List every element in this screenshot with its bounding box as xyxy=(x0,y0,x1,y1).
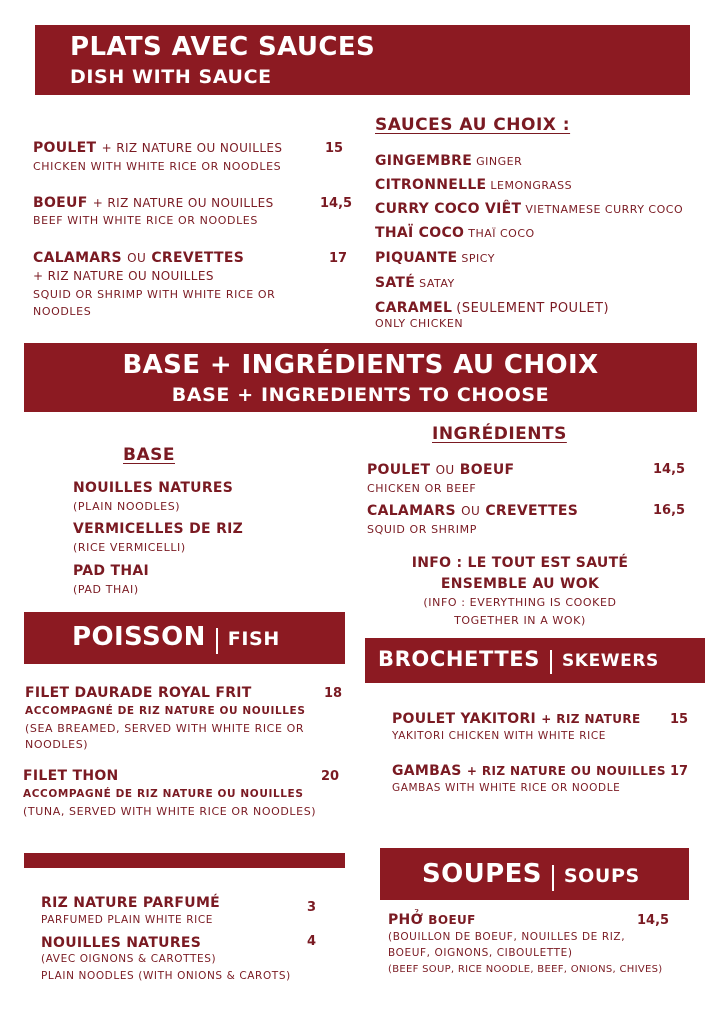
sauce-english: (SEULEMENT POULET) xyxy=(456,301,610,316)
item-description: YAKITORI CHICKEN WITH WHITE RICE xyxy=(392,730,606,742)
base-name: PAD THAI xyxy=(73,563,150,579)
sauce-item xyxy=(375,222,535,241)
side-item-sub: PLAIN NOODLES (WITH ONIONS & CAROTS) xyxy=(41,970,291,982)
ingredient-name-a: CALAMARS xyxy=(367,503,456,519)
sauce-note: ONLY CHICKEN xyxy=(375,317,464,330)
soup-name: PHỞ xyxy=(388,912,424,928)
item-description: BEEF WITH WHITE RICE OR NOODLES xyxy=(33,214,258,227)
sauce-name: THAÏ COCO xyxy=(375,225,465,241)
ingredient-price: 16,5 xyxy=(653,503,686,518)
sauce-english: SPICY xyxy=(461,252,495,265)
item-name: GAMBAS xyxy=(392,763,462,779)
fish-item-accompaniment: ACCOMPAGNÉ DE RIZ NATURE OU NOUILLES xyxy=(25,705,306,717)
soup-item xyxy=(388,912,476,928)
ingredient-ou: OU xyxy=(435,463,455,477)
ingredient-price: 14,5 xyxy=(653,462,686,477)
menu-item-calamars-crevettes xyxy=(33,250,244,266)
item-connector: + RIZ NATURE xyxy=(541,712,641,726)
ingredient-name-a: POULET xyxy=(367,462,431,478)
skewer-item xyxy=(392,763,666,779)
base-section-title-en: BASE + INGREDIENTS TO CHOOSE xyxy=(171,384,550,406)
soups-header xyxy=(380,848,689,900)
ingredient-sub: CHICKEN OR BEEF xyxy=(367,482,477,495)
fish-item-description: (SEA BREAMED, SERVED WITH WHITE RICE OR xyxy=(25,722,305,735)
fish-title-fr: POISSON xyxy=(72,622,206,652)
fish-item-price: 20 xyxy=(321,769,340,784)
fish-item-name: FILET DAURADE ROYAL FRIT xyxy=(25,685,252,701)
item-price: 15 xyxy=(325,141,344,156)
info-line: INFO : LE TOUT EST SAUTÉ xyxy=(411,555,629,571)
sauce-english: THAÏ COCO xyxy=(468,227,535,240)
info-english: TOGETHER IN A WOK) xyxy=(454,614,586,627)
info-english: (INFO : EVERYTHING IS COOKED xyxy=(423,596,617,609)
sides-header xyxy=(24,853,345,868)
menu-item-boeuf xyxy=(33,195,274,211)
base-sub: (PAD THAI) xyxy=(73,583,139,596)
soup-description: (BEEF SOUP, RICE NOODLE, BEEF, ONIONS, CHIVES) xyxy=(388,964,663,975)
soups-title-en: SOUPS xyxy=(563,865,640,887)
sauce-english: GINGER xyxy=(476,155,523,168)
base-title: BASE xyxy=(123,445,175,465)
soup-description: BOEUF, OIGNONS, CIBOULETTE) xyxy=(388,947,573,959)
fish-header xyxy=(24,612,345,664)
sauce-item xyxy=(375,150,522,169)
item-name-ou: OU xyxy=(127,251,147,265)
ingredient-item xyxy=(367,503,578,519)
base-section-title-fr: BASE + INGRÉDIENTS AU CHOIX xyxy=(122,350,599,380)
soups-title-fr: SOUPES xyxy=(422,859,542,889)
item-connector: + RIZ NATURE OU NOUILLES xyxy=(33,269,214,283)
item-name-a: CALAMARS xyxy=(33,250,122,266)
base-name: NOUILLES NATURES xyxy=(73,480,234,496)
item-name: POULET xyxy=(33,140,97,156)
item-connector: + RIZ NATURE OU NOUILLES xyxy=(92,196,274,210)
item-name: POULET YAKITORI xyxy=(392,711,537,727)
side-item-price: 4 xyxy=(307,934,317,949)
item-price: 15 xyxy=(670,712,689,727)
ingredient-ou: OU xyxy=(461,504,481,518)
item-description: NOODLES xyxy=(33,305,92,318)
sauce-name: CARAMEL xyxy=(375,300,453,316)
title-separator xyxy=(552,865,554,891)
sauce-english: LEMONGRASS xyxy=(490,179,573,192)
base-section-header xyxy=(24,343,697,412)
skewers-header xyxy=(365,638,705,683)
fish-item-description: NOODLES) xyxy=(25,738,89,751)
base-sub: (PLAIN NOODLES) xyxy=(73,500,181,513)
ingredients-title: INGRÉDIENTS xyxy=(432,424,567,444)
ingredient-item xyxy=(367,462,514,478)
side-item-price: 3 xyxy=(307,900,317,915)
sauce-item xyxy=(375,198,683,217)
soup-price: 14,5 xyxy=(637,913,670,928)
sauce-english: VIETNAMESE CURRY COCO xyxy=(525,203,684,216)
fish-item-accompaniment: ACCOMPAGNÉ DE RIZ NATURE OU NOUILLES xyxy=(23,788,304,800)
skewer-item xyxy=(392,711,641,727)
sauce-name: CITRONNELLE xyxy=(375,177,487,193)
item-connector: + RIZ NATURE OU NOUILLES xyxy=(101,141,283,155)
side-item-sub: PARFUMED PLAIN WHITE RICE xyxy=(41,914,213,926)
sauce-english: SATAY xyxy=(419,277,455,290)
base-sub: (RICE VERMICELLI) xyxy=(73,541,186,554)
sauce-name: GINGEMBRE xyxy=(375,153,473,169)
sauce-item xyxy=(375,272,455,291)
sauce-dishes-title-fr: PLATS AVEC SAUCES xyxy=(70,32,376,62)
sauce-name: PIQUANTE xyxy=(375,250,458,266)
item-description: SQUID OR SHRIMP WITH WHITE RICE OR xyxy=(33,288,276,301)
sauce-name: CURRY COCO VIÊT xyxy=(375,201,522,217)
sauce-dishes-header xyxy=(35,25,690,95)
base-name: VERMICELLES DE RIZ xyxy=(73,521,244,537)
menu-item-poulet xyxy=(33,140,282,156)
side-item-name: NOUILLES NATURES xyxy=(41,935,202,951)
item-price: 17 xyxy=(329,251,348,266)
item-connector: + RIZ NATURE OU NOUILLES xyxy=(466,764,666,778)
sauce-dishes-title-en: DISH WITH SAUCE xyxy=(70,66,272,88)
item-price: 14,5 xyxy=(320,196,353,211)
ingredient-sub: SQUID OR SHRIMP xyxy=(367,523,477,536)
item-description: CHICKEN WITH WHITE RICE OR NOODLES xyxy=(33,160,282,173)
sauce-name: SATÉ xyxy=(375,275,416,291)
ingredient-name-b: BOEUF xyxy=(459,462,515,478)
fish-title-en: FISH xyxy=(227,628,280,650)
fish-item-description: (TUNA, SERVED WITH WHITE RICE OR NOODLES) xyxy=(23,805,317,818)
side-item-name: RIZ NATURE PARFUMÉ xyxy=(41,895,221,911)
side-item-sub: (AVEC OIGNONS & CAROTTES) xyxy=(41,953,217,965)
item-name: BOEUF xyxy=(33,195,88,211)
info-line: ENSEMBLE AU WOK xyxy=(440,576,600,592)
skewers-title-en: SKEWERS xyxy=(561,651,659,671)
skewers-title-fr: BROCHETTES xyxy=(378,647,540,671)
sauces-title: SAUCES AU CHOIX : xyxy=(375,115,571,135)
soup-description: (BOUILLON DE BOEUF, NOUILLES DE RIZ, xyxy=(388,931,626,943)
fish-item-price: 18 xyxy=(324,686,343,701)
item-price: 17 xyxy=(670,764,689,779)
sauce-item xyxy=(375,247,495,266)
soup-name-b: BOEUF xyxy=(428,913,476,927)
ingredient-name-b: CREVETTES xyxy=(485,503,579,519)
fish-item-name: FILET THON xyxy=(23,768,119,784)
title-separator xyxy=(550,650,552,674)
sauce-item xyxy=(375,174,572,193)
item-name-b: CREVETTES xyxy=(151,250,245,266)
title-separator xyxy=(216,628,218,654)
sauce-item xyxy=(375,297,609,316)
item-description: GAMBAS WITH WHITE RICE OR NOODLE xyxy=(392,782,621,794)
